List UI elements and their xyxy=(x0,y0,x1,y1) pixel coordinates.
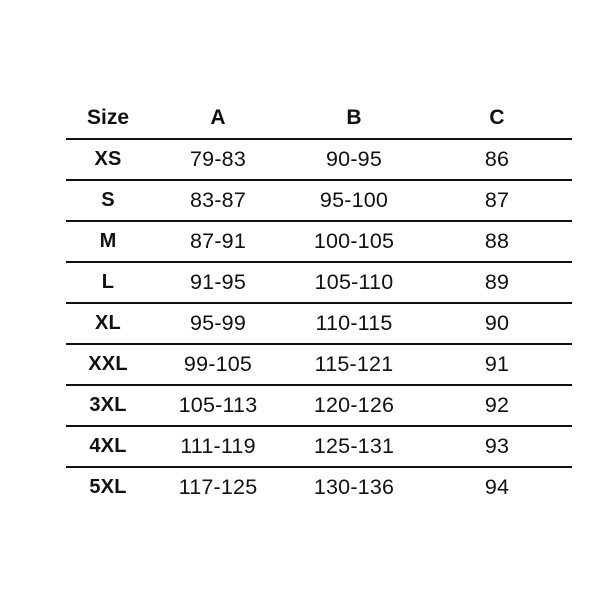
measurement-b-cell: 90-95 xyxy=(286,139,422,180)
table-row xyxy=(66,467,572,507)
measurement-c-cell: 92 xyxy=(422,385,572,426)
size-chart-header xyxy=(66,98,572,139)
measurement-a-cell: 95-99 xyxy=(150,303,286,344)
column-header-a: A xyxy=(150,98,286,139)
measurement-a-cell: 91-95 xyxy=(150,262,286,303)
table-row xyxy=(66,262,572,303)
size-cell: 5XL xyxy=(89,476,127,498)
table-row xyxy=(66,139,572,180)
measurement-c-cell: 89 xyxy=(422,262,572,303)
size-cell: 4XL xyxy=(66,426,150,467)
measurement-c-cell: 87 xyxy=(422,180,572,221)
measurement-c-cell: 90 xyxy=(422,303,572,344)
measurement-c-cell: 88 xyxy=(422,221,572,262)
measurement-a-cell: 105-113 xyxy=(150,385,286,426)
table-row xyxy=(66,221,572,262)
header-row xyxy=(66,98,572,139)
measurement-b-cell: 100-105 xyxy=(286,221,422,262)
table-row xyxy=(66,385,572,426)
measurement-c-cell: 94 xyxy=(484,475,510,499)
measurement-a-cell: 111-119 xyxy=(150,426,286,467)
measurement-c-cell: 86 xyxy=(422,139,572,180)
measurement-a-cell: 117-125 xyxy=(178,475,258,499)
measurement-a-cell: 99-105 xyxy=(150,344,286,385)
size-cell: S xyxy=(66,180,150,221)
table-row xyxy=(66,303,572,344)
measurement-b-cell: 120-126 xyxy=(286,385,422,426)
size-cell: XXL xyxy=(66,344,150,385)
measurement-c-cell: 93 xyxy=(422,426,572,467)
size-chart-body xyxy=(66,139,572,507)
column-header-c: C xyxy=(422,98,572,139)
measurement-a-cell: 83-87 xyxy=(150,180,286,221)
measurement-b-cell: 115-121 xyxy=(286,344,422,385)
column-header-b: B xyxy=(286,98,422,139)
measurement-b-cell: 110-115 xyxy=(286,303,422,344)
measurement-b-cell: 105-110 xyxy=(286,262,422,303)
size-cell: XS xyxy=(66,139,150,180)
size-cell: 3XL xyxy=(66,385,150,426)
size-cell: L xyxy=(66,262,150,303)
measurement-c-cell: 91 xyxy=(422,344,572,385)
size-chart-table xyxy=(66,98,572,507)
measurement-b-cell: 95-100 xyxy=(286,180,422,221)
size-cell: M xyxy=(66,221,150,262)
measurement-b-cell: 130-136 xyxy=(313,475,395,499)
size-cell: XL xyxy=(66,303,150,344)
measurement-b-cell: 125-131 xyxy=(286,426,422,467)
table-row xyxy=(66,344,572,385)
table-row xyxy=(66,426,572,467)
column-header-size: Size xyxy=(66,98,150,139)
measurement-a-cell: 79-83 xyxy=(150,139,286,180)
table-row xyxy=(66,180,572,221)
measurement-a-cell: 87-91 xyxy=(150,221,286,262)
